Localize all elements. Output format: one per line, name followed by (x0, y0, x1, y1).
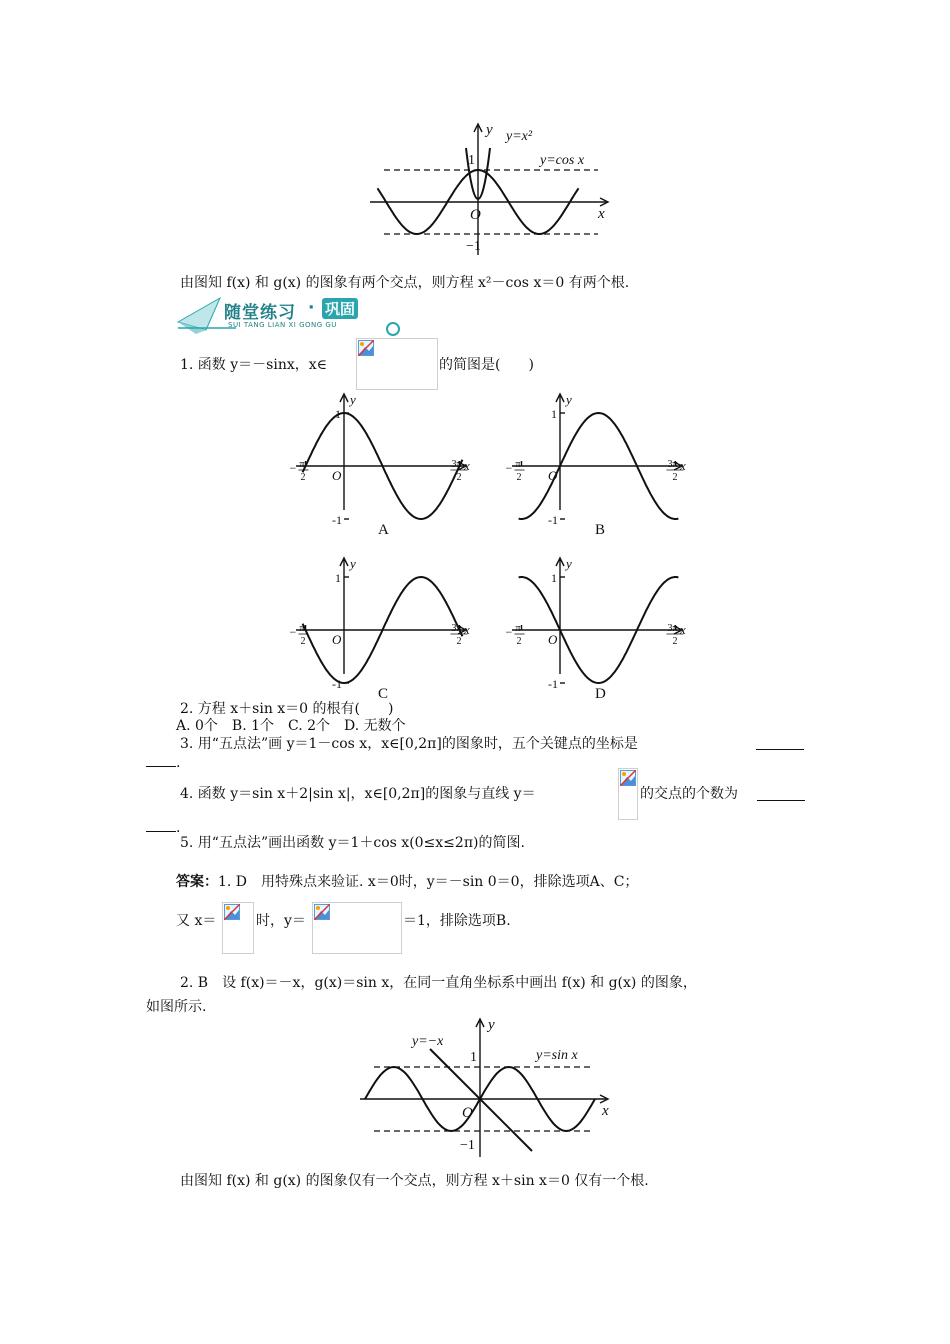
tick-one: 1 (470, 1050, 477, 1065)
option-b-label: B (595, 522, 606, 538)
tick-one: 1 (468, 153, 475, 168)
question-2: 2. 方程 x＋sin x＝0 的根有( ) (180, 701, 394, 717)
x-axis-label: x (680, 622, 686, 637)
y-axis-label: y (566, 392, 572, 407)
tick-three-pi: 3π (451, 459, 462, 470)
tick-two: 2 (456, 472, 462, 483)
x-axis-label: x (464, 458, 470, 473)
option-a-graph (289, 392, 482, 527)
question-4-dot: . (176, 820, 181, 836)
banner-dot: · (308, 298, 316, 318)
sin-label: y=sin x (536, 1048, 578, 1063)
y-axis-label: y (350, 392, 356, 407)
question-4-end: 的交点的个数为 (640, 786, 738, 802)
y-axis-label: y (350, 556, 356, 571)
question-5: 5. 用“五点法”画出函数 y＝1＋cos x(0≤x≤2π)的简图. (180, 835, 525, 851)
tick-one: 1 (335, 407, 341, 421)
question-4: 4. 函数 y＝sin x＋2|sin x|，x∈[0,2π]的图象与直线 y＝ (180, 786, 536, 802)
tick-one: 1 (551, 571, 557, 585)
tick-two: 2 (300, 636, 306, 647)
tick-two: 2 (516, 472, 522, 483)
broken-image-icon (358, 340, 374, 356)
tick-pi: π (299, 623, 305, 634)
parabola-label: y=x² (506, 129, 533, 144)
origin-label: O (332, 632, 342, 647)
origin-label: O (332, 468, 342, 483)
answer-blank (146, 754, 176, 767)
figure-cos-parabola (370, 120, 620, 260)
tick-two: 2 (672, 636, 678, 647)
tick-pi: π (515, 623, 521, 634)
answer-blank (146, 819, 176, 832)
minus-sign: − (505, 625, 513, 639)
tick-neg-one: -1 (548, 677, 558, 691)
banner-subtitle: SUI TANG LIAN XI GONG GU (228, 321, 337, 329)
option-d-graph (505, 556, 698, 691)
tick-pi: π (515, 459, 521, 470)
y-axis-label: y (566, 556, 572, 571)
option-b-graph (505, 392, 698, 527)
tick-three-pi: 3π (667, 623, 678, 634)
tick-one: 1 (335, 571, 341, 585)
origin-label: O (548, 632, 558, 647)
answer-2: 2. B 设 f(x)＝－x，g(x)＝sin x，在同一直角坐标系中画出 f(x) 和 g(x) 的图象， (180, 975, 697, 991)
banner-title: 随堂练习 (224, 303, 296, 323)
option-c-graph (289, 556, 482, 691)
tick-three-pi: 3π (667, 459, 678, 470)
broken-image-icon (224, 904, 240, 920)
answer-label: 答案： (176, 874, 218, 890)
fig1-conclusion: 由图知 f(x) 和 g(x) 的图象有两个交点，则方程 x²－cos x＝0 有两个根. (180, 275, 630, 291)
minus-sign: − (289, 461, 297, 475)
image-placeholder (222, 902, 254, 954)
question-2-choices: A. 0个 B. 1个 C. 2个 D. 无数个 (176, 718, 406, 734)
origin-label: O (462, 1105, 473, 1121)
question-3: 3. 用“五点法”画 y＝1－cos x，x∈[0,2π]的图象时，五个关键点的坐标是 (180, 736, 638, 752)
banner-tag: 巩固 (322, 298, 358, 319)
tick-two: 2 (516, 636, 522, 647)
minus-sign: − (289, 625, 297, 639)
broken-image-icon (620, 770, 636, 786)
question-1-end: 的简图是( ) (439, 357, 534, 373)
figure-sin-line (360, 1015, 620, 1165)
section-banner (176, 294, 406, 336)
question-3-end: . (176, 755, 181, 771)
image-placeholder (356, 338, 438, 390)
tick-two: 2 (456, 636, 462, 647)
tick-one: 1 (551, 407, 557, 421)
answer-1-text: 1. D 用特殊点来验证. x＝0时，y＝－sin 0＝0，排除选项A、C； (218, 874, 639, 890)
answer-blank (757, 788, 805, 801)
answer-1 (176, 873, 638, 891)
fig2-conclusion: 由图知 f(x) 和 g(x) 的图象仅有一个交点，则方程 x＋sin x＝0 仅有一个根. (180, 1173, 649, 1189)
answer-1b-post: ＝1，排除选项B. (403, 913, 511, 929)
answer-2b: 如图所示. (146, 999, 207, 1015)
minus-sign: − (505, 461, 513, 475)
tick-two: 2 (300, 472, 306, 483)
option-d-label: D (595, 686, 606, 702)
tick-two: 2 (672, 472, 678, 483)
y-axis-label: y (486, 122, 493, 138)
tick-pi: π (299, 459, 305, 470)
y-axis-label: y (488, 1017, 495, 1033)
answer-1b-mid: 时，y＝ (256, 913, 306, 929)
line-label: y=−x (412, 1034, 444, 1049)
origin-label: O (470, 207, 481, 223)
answer-1b-pre: 又 x＝ (176, 913, 217, 929)
tick-three-pi: 3π (451, 623, 462, 634)
tick-neg-one: −1 (460, 1138, 475, 1153)
broken-image-icon (314, 904, 330, 920)
image-placeholder (618, 768, 638, 820)
option-c-label: C (378, 686, 389, 702)
tick-neg-one: -1 (332, 513, 342, 527)
cos-label: y=cos x (540, 153, 585, 168)
x-axis-label: x (680, 458, 686, 473)
tick-neg-one: -1 (548, 513, 558, 527)
banner-ring-icon (386, 322, 400, 336)
x-axis-label: x (598, 206, 605, 222)
option-a-label: A (378, 522, 389, 538)
x-axis-label: x (602, 1103, 609, 1119)
image-placeholder (312, 902, 402, 954)
origin-label: O (548, 468, 558, 483)
tick-neg-one: −1 (466, 239, 481, 254)
tick-neg-one: -1 (332, 677, 342, 691)
x-axis-label: x (464, 622, 470, 637)
answer-blank (756, 737, 804, 750)
question-1: 1. 函数 y＝－sinx，x∈ (180, 357, 327, 373)
